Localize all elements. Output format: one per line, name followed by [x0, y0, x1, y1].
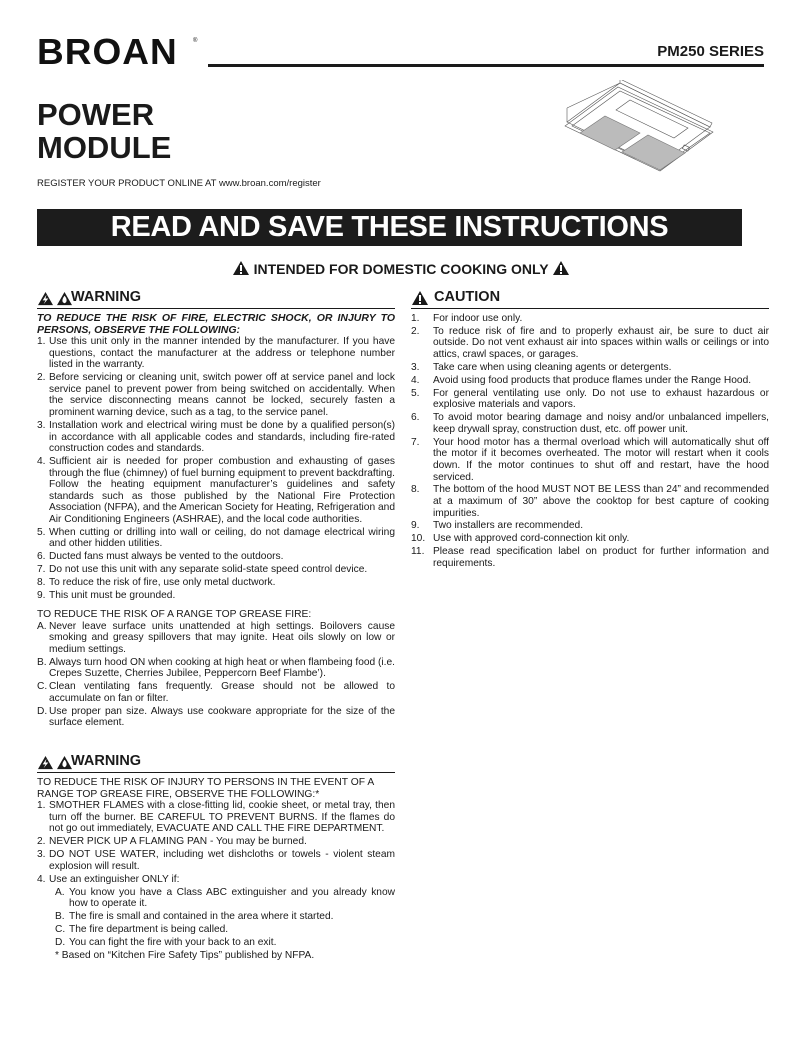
title-line-2: MODULE	[37, 130, 172, 165]
item-number: 6.	[37, 551, 46, 563]
item-number: 3.	[37, 419, 46, 431]
electric-shock-icon	[37, 291, 54, 306]
item-number: 4.	[37, 873, 46, 885]
item-text: Please read specification label on product for further information and requirements.	[433, 546, 769, 569]
item-text: Do not use this unit with any separate solid-state speed control device.	[49, 564, 368, 576]
caution-list	[411, 313, 769, 569]
item-number: C.	[37, 681, 48, 693]
item-text: DO NOT USE WATER, including wet dishcloths or towels - violent steam explosion will result.	[49, 849, 395, 872]
item-text: Always turn hood ON when cooking at high heat or when flambeing food (i.e. Crepes Suzette, Cherries Jubilee, Peppercorn Beef Flambe’).	[49, 656, 396, 680]
list-item	[37, 621, 395, 656]
list-item	[37, 527, 395, 550]
list-item	[411, 313, 769, 325]
item-number: 11.	[411, 546, 425, 558]
item-text: The fire is small and contained in the area where it started.	[69, 911, 334, 923]
item-text: For indoor use only.	[433, 313, 523, 324]
domestic-use-notice	[0, 259, 802, 279]
list-item	[37, 372, 395, 418]
item-text: Use an extinguisher ONLY if:	[49, 873, 180, 885]
item-text: Ducted fans must always be vented to the outdoors.	[49, 551, 284, 563]
item-number: C.	[55, 923, 66, 935]
item-number: 8.	[411, 484, 420, 496]
warning-list	[37, 336, 395, 601]
warning-intro: TO REDUCE THE RISK OF INJURY TO PERSONS IN THE EVENT OF A RANGE TOP GREASE FIRE, OBSERVE THE FOLLOWING:*	[37, 777, 374, 800]
item-number: 9.	[411, 520, 420, 532]
list-item	[37, 551, 395, 563]
warning-heading	[37, 753, 395, 773]
item-number: 2.	[37, 372, 46, 384]
warning-heading	[37, 289, 395, 309]
list-item	[55, 937, 395, 949]
registered-mark: ®	[193, 38, 198, 44]
page-title	[37, 98, 171, 164]
item-number: 3.	[411, 361, 420, 373]
item-text: Clean ventilating fans frequently. Grease should not be allowed to accumulate on fan or filter.	[49, 681, 395, 704]
item-number: A.	[55, 886, 65, 898]
item-text: Sufficient air is needed for proper combustion and exhausting of gases through the flue (chimney) of fuel burning equipment to prevent backdrafting. Follow the heating equipment manufacturer’s guidelines and safety standards such as those published by the National Fire Protection Association (NFPA), and the American Society for Heating, Refrigeration and Air Conditioning Engineers (ASHRAE), and the local code authorities.	[49, 456, 395, 525]
list-item	[37, 849, 395, 872]
list-item	[411, 388, 769, 411]
item-number: 8.	[37, 577, 46, 589]
series-label: PM250 SERIES	[657, 43, 764, 60]
list-item	[37, 590, 395, 602]
item-number: 1.	[37, 800, 46, 812]
list-item	[411, 362, 769, 374]
item-text: Your hood motor has a thermal overload which will automatically shut off the motor if it becomes overheated. The motor will restart when it cools down. If the motor continues to shut off and restart, have the hood serviced.	[433, 436, 769, 483]
warning-section-2	[37, 753, 395, 961]
item-number: 4.	[37, 456, 46, 468]
footnote: * Based on “Kitchen Fire Safety Tips” published by NFPA.	[55, 949, 315, 961]
list-item	[37, 836, 395, 848]
item-text: Use with approved cord-connection kit only.	[433, 533, 630, 545]
warning-list	[37, 800, 395, 885]
list-item	[37, 456, 395, 526]
caution-heading-text: CAUTION	[434, 289, 501, 306]
item-number: 7.	[411, 436, 420, 448]
item-number: 1.	[411, 313, 420, 324]
item-text: Two installers are recommended.	[433, 520, 584, 532]
title-line-1: POWER	[37, 97, 155, 132]
grease-fire-list	[37, 621, 395, 729]
item-number: 9.	[37, 590, 46, 602]
list-item	[411, 520, 769, 532]
item-text: When cutting or drilling into wall or ceiling, do not damage electrical wiring and other hidden utilities.	[49, 526, 395, 550]
list-item	[37, 800, 395, 835]
item-number: D.	[37, 705, 48, 717]
list-item	[37, 420, 395, 455]
item-number: 7.	[37, 564, 46, 576]
caution-heading	[411, 289, 769, 309]
warning-triangle-icon	[232, 260, 250, 276]
item-number: D.	[55, 936, 66, 948]
item-number: 5.	[37, 526, 46, 538]
item-text: Use this unit only in the manner intended by the manufacturer. If you have questions, contact the manufacturer at the address or telephone number listed in the warranty.	[49, 336, 395, 371]
list-item	[37, 874, 395, 886]
list-item	[37, 577, 395, 589]
read-and-save-banner: READ AND SAVE THESE INSTRUCTIONS	[37, 209, 742, 246]
item-number: 6.	[411, 412, 420, 424]
item-text: Take care when using cleaning agents or detergents.	[433, 361, 672, 373]
list-item	[37, 706, 395, 729]
list-item	[55, 911, 395, 923]
warning-triangle-icon	[552, 260, 570, 276]
item-number: B.	[55, 911, 65, 923]
grease-fire-intro: TO REDUCE THE RISK OF A RANGE TOP GREASE FIRE:	[37, 608, 312, 620]
item-text: SMOTHER FLAMES with a close-fitting lid, cookie sheet, or metal tray, then turn off the burner. BE CAREFUL TO PREVENT BURNS. If the flames do not go out immediately, EVACUATE AND CALL THE FIRE DEPARTMENT.	[49, 800, 395, 835]
item-text: Avoid using food products that produce flames under the Range Hood.	[433, 374, 752, 386]
list-item	[37, 336, 395, 371]
broan-logo	[37, 31, 197, 72]
item-number: B.	[37, 656, 47, 668]
list-item	[411, 484, 769, 519]
item-number: 1.	[37, 336, 46, 348]
product-illustration	[560, 80, 730, 190]
item-text: You can fight the fire with your back to an exit.	[69, 936, 277, 948]
item-text: The bottom of the hood MUST NOT BE LESS than 24” and recommended at a maximum of 30” above the cooktop for best capture of cooking impurities.	[433, 484, 769, 519]
register-notice: REGISTER YOUR PRODUCT ONLINE AT www.broan.com/register	[37, 178, 321, 189]
electric-shock-icon	[37, 755, 54, 770]
warning-heading-text: WARNING	[71, 289, 142, 306]
item-text: This unit must be grounded.	[49, 590, 176, 602]
warning-intro: TO REDUCE THE RISK OF FIRE, ELECTRIC SHOCK, OR INJURY TO PERSONS, OBSERVE THE FOLLOWING:	[37, 312, 395, 336]
item-text: Use proper pan size. Always use cookware appropriate for the size of the surface element.	[49, 705, 395, 729]
warning-heading-text: WARNING	[71, 753, 142, 770]
item-number: 2.	[411, 325, 420, 337]
item-number: 4.	[411, 374, 420, 386]
brand-name: BROAN	[37, 31, 178, 72]
warning-section-1	[37, 289, 395, 730]
item-text: To reduce the risk of fire, use only metal ductwork.	[49, 577, 276, 589]
item-number: 3.	[37, 849, 46, 861]
list-item	[37, 657, 395, 680]
list-item	[411, 546, 769, 569]
item-text: To reduce risk of fire and to properly exhaust air, be sure to duct air outside. Do not vent exhaust air into spaces within walls or ceilings or into attics, crawl spaces, or garages.	[433, 325, 769, 361]
list-item	[411, 533, 769, 545]
item-number: A.	[37, 620, 47, 632]
item-text: Never leave surface units unattended at high settings. Boilovers cause smoking and greasy spillovers that may ignite. Heat oils slowly on low or medium settings.	[49, 620, 395, 655]
item-number: 10.	[411, 533, 426, 545]
list-item	[37, 564, 395, 576]
list-item	[55, 887, 395, 910]
list-item	[411, 326, 769, 361]
caution-triangle-icon	[411, 290, 429, 306]
header-divider	[208, 64, 764, 67]
item-number: 5.	[411, 387, 420, 399]
caution-section	[411, 289, 769, 571]
item-text: To avoid motor bearing damage and noisy and/or unbalanced impellers, keep drywall spray, construction dust, etc. off power unit.	[433, 412, 769, 435]
item-text: Installation work and electrical wiring must be done by a qualified person(s) in accordance with all applicable codes and standards, including fire-rated construction codes and standards.	[49, 419, 395, 455]
extinguisher-conditions-list	[55, 887, 395, 949]
list-item	[411, 437, 769, 483]
list-item	[55, 924, 395, 936]
list-item	[411, 412, 769, 435]
list-item	[411, 375, 769, 387]
item-text: Before servicing or cleaning unit, switch power off at service panel and lock service panel to prevent power from being switched on accidentally. When the service disconnecting means cannot be locked, securely fasten a prominent warning device, such as a tag, to the service panel.	[49, 372, 395, 419]
list-item	[37, 681, 395, 704]
item-text: NEVER PICK UP A FLAMING PAN - You may be burned.	[49, 836, 307, 848]
domestic-notice-text: INTENDED FOR DOMESTIC COOKING ONLY	[253, 261, 549, 277]
item-text: You know you have a Class ABC extinguisher and you already know how to operate it.	[69, 886, 395, 910]
item-text: For general ventilating use only. Do not use to exhaust hazardous or explosive materials and vapors.	[433, 387, 769, 411]
item-text: The fire department is being called.	[69, 923, 229, 935]
item-number: 2.	[37, 836, 46, 848]
